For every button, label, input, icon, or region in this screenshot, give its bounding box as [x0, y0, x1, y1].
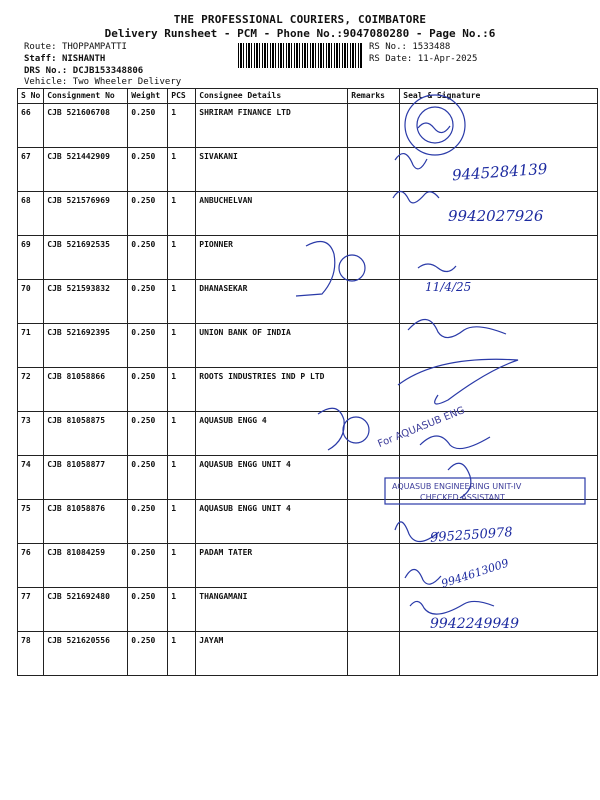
cell-signature: [400, 324, 598, 368]
cell-consignee: SIVAKANI: [196, 148, 348, 192]
header-consignee: Consignee Details: [196, 89, 348, 104]
cell-remarks: [348, 456, 400, 500]
cell-consignment-no: CJB 521692395: [44, 324, 128, 368]
cell-remarks: [348, 192, 400, 236]
cell-consignment-no: CJB 521593832: [44, 280, 128, 324]
cell-consignment-no: CJB 521692480: [44, 588, 128, 632]
cell-sno: 72: [18, 368, 44, 412]
rs-date-label: RS Date:: [369, 54, 413, 64]
cell-pcs: 1: [168, 280, 196, 324]
cell-consignment-no: CJB 521576969: [44, 192, 128, 236]
cell-weight: 0.250: [128, 456, 168, 500]
table-header-row: [18, 89, 598, 104]
cell-pcs: 1: [168, 500, 196, 544]
cell-sno: 68: [18, 192, 44, 236]
cell-consignee: PIONNER: [196, 236, 348, 280]
staff-line: [24, 54, 105, 65]
cell-pcs: 1: [168, 324, 196, 368]
cell-consignment-no: CJB 521620556: [44, 632, 128, 676]
cell-consignment-no: CJB 81058876: [44, 500, 128, 544]
cell-pcs: 1: [168, 236, 196, 280]
cell-signature: [400, 236, 598, 280]
cell-signature: [400, 104, 598, 148]
cell-weight: 0.250: [128, 192, 168, 236]
cell-sno: 69: [18, 236, 44, 280]
cell-consignment-no: CJB 521692535: [44, 236, 128, 280]
cell-weight: 0.250: [128, 104, 168, 148]
table-row: [18, 412, 598, 456]
route-label: Route:: [24, 42, 57, 52]
cell-weight: 0.250: [128, 500, 168, 544]
cell-consignee: ANBUCHELVAN: [196, 192, 348, 236]
cell-sno: 76: [18, 544, 44, 588]
barcode: [238, 43, 362, 68]
cell-consignee: AQUASUB ENGG UNIT 4: [196, 456, 348, 500]
cell-signature: [400, 632, 598, 676]
handwritten-phone-67: 9445284139: [451, 159, 548, 185]
cell-consignment-no: CJB 81084259: [44, 544, 128, 588]
cell-remarks: [348, 632, 400, 676]
cell-sno: 75: [18, 500, 44, 544]
cell-sno: 67: [18, 148, 44, 192]
cell-sno: 77: [18, 588, 44, 632]
aquasub-stamp-line1: AQUASUB ENGINEERING UNIT-IV: [392, 482, 522, 491]
cell-weight: 0.250: [128, 544, 168, 588]
table-row: [18, 236, 598, 280]
table-row: [18, 632, 598, 676]
handwritten-phone-77: 9944613009: [439, 556, 511, 591]
cell-signature: [400, 368, 598, 412]
cell-consignment-no: CJB 521606708: [44, 104, 128, 148]
cell-remarks: [348, 148, 400, 192]
handwritten-phone-78: 9942249949: [430, 616, 520, 632]
rs-no-label: RS No.:: [369, 42, 407, 52]
aquasub-stamp-line2: CHECKED ASSISTANT: [420, 493, 505, 502]
cell-pcs: 1: [168, 456, 196, 500]
table-row: [18, 368, 598, 412]
cell-pcs: 1: [168, 588, 196, 632]
cell-consignee: DHANASEKAR: [196, 280, 348, 324]
cell-sno: 66: [18, 104, 44, 148]
cell-remarks: [348, 236, 400, 280]
cell-pcs: 1: [168, 544, 196, 588]
vehicle-label: Vehicle:: [24, 77, 68, 87]
rs-no-line: [369, 42, 450, 53]
header-remarks: Remarks: [348, 89, 400, 104]
cell-sno: 70: [18, 280, 44, 324]
cell-pcs: 1: [168, 192, 196, 236]
cell-weight: 0.250: [128, 280, 168, 324]
cell-sno: 71: [18, 324, 44, 368]
drs-value: DCJB153348806: [72, 66, 144, 76]
cell-consignee: THANGAMANI: [196, 588, 348, 632]
table-body: [18, 104, 598, 676]
cell-pcs: 1: [168, 368, 196, 412]
cell-sno: 74: [18, 456, 44, 500]
header-weight: Weight: [128, 89, 168, 104]
cell-sno: 73: [18, 412, 44, 456]
cell-remarks: [348, 324, 400, 368]
staff-label: Staff:: [24, 54, 57, 64]
table-row: [18, 456, 598, 500]
cell-weight: 0.250: [128, 412, 168, 456]
cell-consignee: SHRIRAM FINANCE LTD: [196, 104, 348, 148]
cell-consignee: AQUASUB ENGG 4: [196, 412, 348, 456]
handwritten-phone-68: 9942027926: [448, 207, 544, 225]
rs-date-line: [369, 54, 477, 65]
cell-pcs: 1: [168, 104, 196, 148]
cell-consignment-no: CJB 81058866: [44, 368, 128, 412]
cell-pcs: 1: [168, 632, 196, 676]
cell-weight: 0.250: [128, 324, 168, 368]
cell-remarks: [348, 544, 400, 588]
table-row: [18, 324, 598, 368]
cell-remarks: [348, 588, 400, 632]
drs-line: [24, 66, 143, 77]
cell-pcs: 1: [168, 148, 196, 192]
vehicle-line: [24, 77, 181, 88]
handwritten-phone-76: 9952550978: [429, 525, 514, 546]
cell-weight: 0.250: [128, 588, 168, 632]
cell-remarks: [348, 500, 400, 544]
cell-weight: 0.250: [128, 148, 168, 192]
table-row: [18, 104, 598, 148]
cell-remarks: [348, 280, 400, 324]
cell-consignee: ROOTS INDUSTRIES IND P LTD: [196, 368, 348, 412]
handwritten-date-70: 11/4/25: [425, 280, 472, 294]
cell-weight: 0.250: [128, 236, 168, 280]
drs-label: DRS No.:: [24, 66, 68, 76]
header-sno: S No: [18, 89, 44, 104]
table-row: [18, 280, 598, 324]
header-consignment: Consignment No: [44, 89, 128, 104]
aquasub-stamp-top: For AQUASUB ENG: [376, 405, 467, 450]
cell-consignment-no: CJB 81058877: [44, 456, 128, 500]
cell-remarks: [348, 104, 400, 148]
cell-sno: 78: [18, 632, 44, 676]
cell-consignee: PADAM TATER: [196, 544, 348, 588]
header-signature: Seal & Signature: [400, 89, 598, 104]
cell-consignment-no: CJB 521442909: [44, 148, 128, 192]
document-title: THE PROFESSIONAL COURIERS, COIMBATORE: [173, 13, 427, 26]
cell-consignee: JAYAM: [196, 632, 348, 676]
header-pcs: PCS: [168, 89, 196, 104]
vehicle-value: Two Wheeler Delivery: [72, 77, 182, 87]
cell-consignee: UNION BANK OF INDIA: [196, 324, 348, 368]
rs-no-value: 1533488: [412, 42, 451, 52]
route-value: THOPPAMPATTI: [61, 42, 127, 52]
cell-pcs: 1: [168, 412, 196, 456]
cell-consignment-no: CJB 81058875: [44, 412, 128, 456]
cell-weight: 0.250: [128, 368, 168, 412]
cell-remarks: [348, 368, 400, 412]
rs-date-value: 11-Apr-2025: [417, 54, 478, 64]
table-row: [18, 544, 598, 588]
cell-weight: 0.250: [128, 632, 168, 676]
cell-consignee: AQUASUB ENGG UNIT 4: [196, 500, 348, 544]
staff-value: NISHANTH: [61, 54, 106, 64]
document-subtitle: Delivery Runsheet - PCM - Phone No.:9047080280 - Page No.:6: [104, 27, 496, 40]
route-line: [24, 42, 127, 53]
